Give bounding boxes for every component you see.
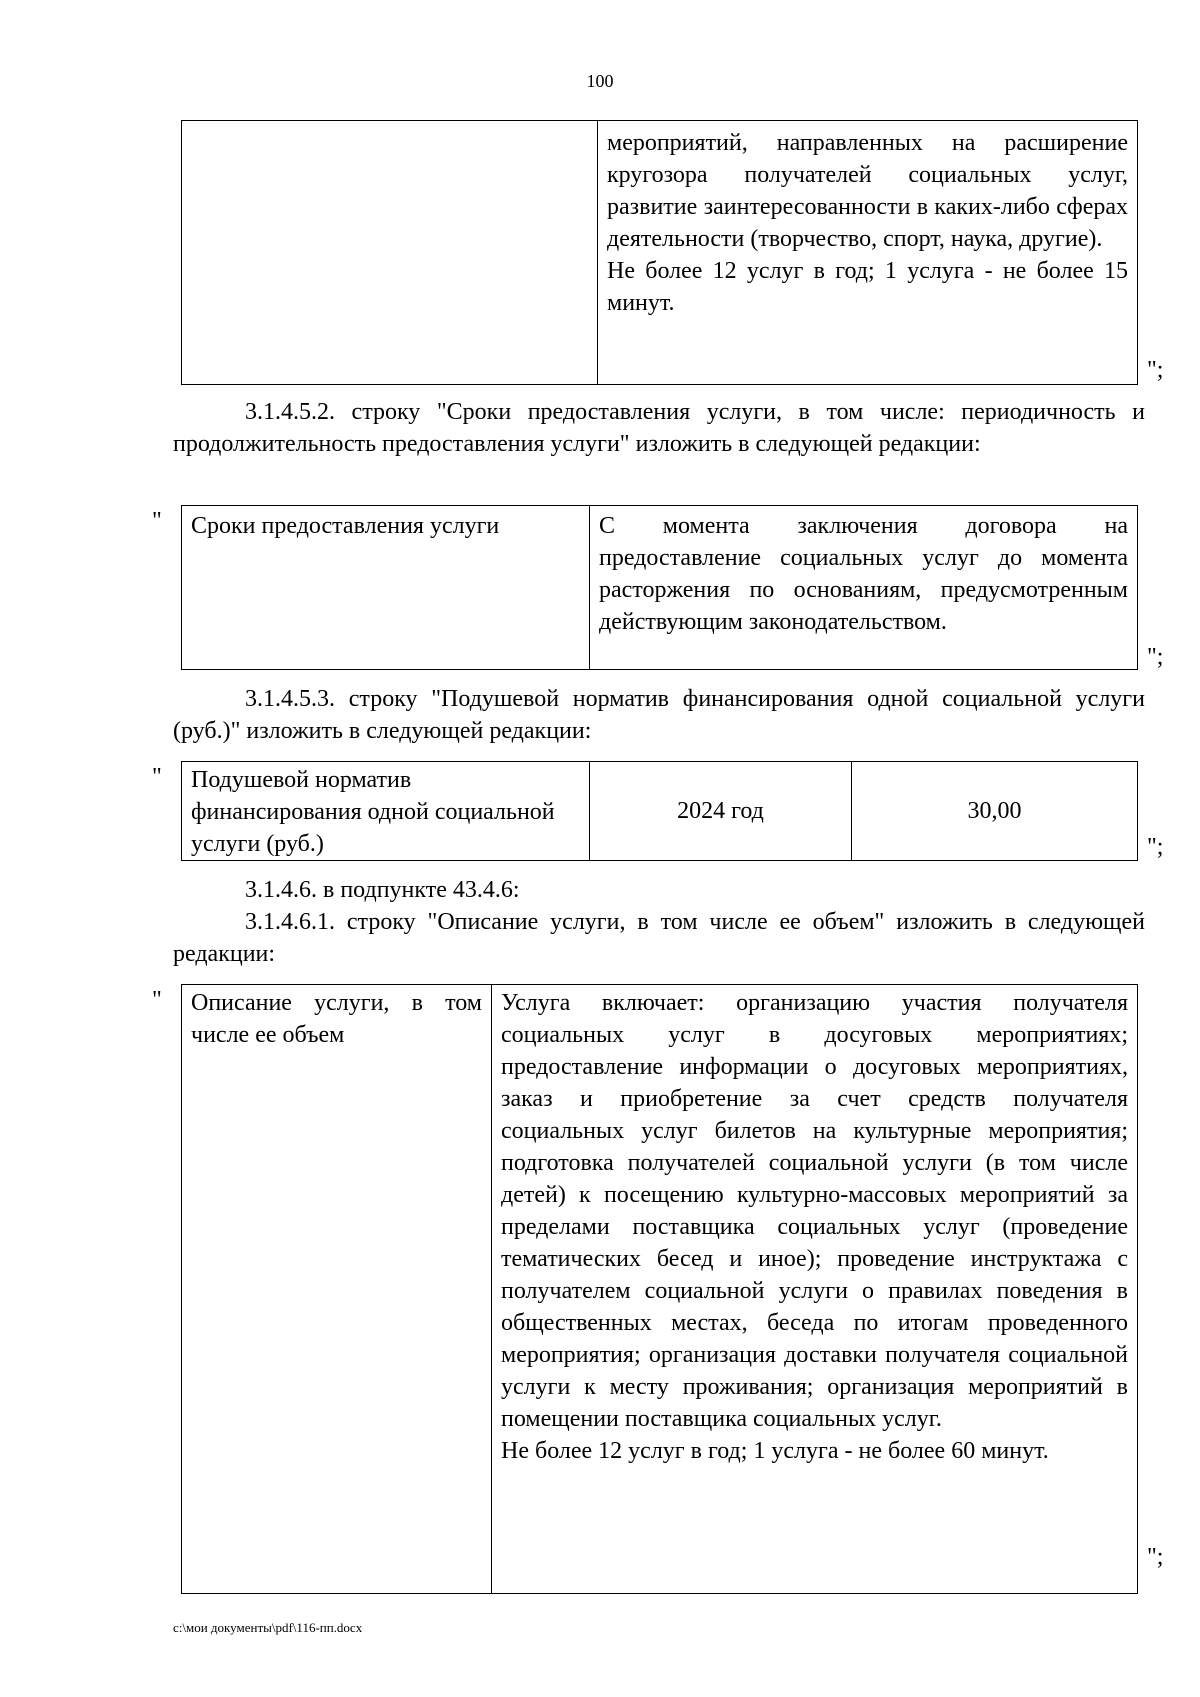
close-quote-2: ";: [1147, 644, 1164, 670]
table-cell-year: 2024 год: [590, 762, 852, 861]
page-number: 100: [586, 71, 614, 91]
close-quote-4: ";: [1147, 1544, 1164, 1570]
open-quote-3: ": [152, 764, 162, 790]
paragraph-3-1-4-6-1: 3.1.4.6.1. строку "Описание услуги, в том числе ее объем" изложить в следующей редакции:: [173, 909, 1145, 967]
volume-text: Не более 12 услуг в год; 1 услуга - не более 60 минут.: [501, 1438, 1049, 1464]
footer-file-path: c:\мои документы\pdf\116-пп.docx: [173, 1620, 363, 1635]
table-cell-description-continuation: [598, 121, 1138, 385]
open-quote-4: ": [152, 987, 162, 1013]
description-text: Услуга включает: организацию участия получателя социальных услуг в досуговых мероприятиях; предоставление информации о досуговых мероприятиях, заказ и приобретение за счет средств получателя социальных услуг билетов на культурные мероприятия; подготовка получателей социальной услуги (в том числе детей) к посещению культурно-массовых мероприятий за пределами поставщика социальных услуг (проведение тематических бесед и иное); проведение инструктажа с получателем социальной услуги о правилах поведения в общественных местах, беседа по итогам проведенного мероприятия; организация доставки получателя социальной услуги к месту проживания; организация мероприятий в помещении поставщика социальных услуг.: [501, 990, 1128, 1432]
table-cell-terms-value: С момента заключения договора на предоставление социальных услуг до момента расторжения по основаниям, предусмотренным действующим законодательством.: [590, 506, 1138, 670]
close-quote-3: ";: [1147, 834, 1164, 860]
paragraph-3-1-4-5-3: 3.1.4.5.3. строку "Подушевой норматив финансирования одной социальной услуги (руб.)" изложить в следующей редакции:: [173, 686, 1145, 744]
table-cell-empty: [182, 121, 598, 385]
paragraph-3-1-4-5-2: 3.1.4.5.2. строку "Сроки предоставления услуги, в том числе: периодичность и продолжительность предоставления услуги" изложить в следующей редакции:: [173, 399, 1145, 457]
table-funding-norm: [181, 761, 1138, 861]
table-cell-description-value: [492, 985, 1138, 1594]
table-cell-terms-label: Сроки предоставления услуги: [182, 506, 590, 670]
table-service-description: [181, 984, 1138, 1594]
table-service-terms: [181, 505, 1138, 670]
table-cell-description-label: Описание услуги, в том числе ее объем: [182, 985, 492, 1594]
table-cell-amount: 30,00: [852, 762, 1138, 861]
volume-text: Не более 12 услуг в год; 1 услуга - не более 15 минут.: [607, 258, 1128, 316]
close-quote-1: ";: [1147, 357, 1164, 383]
table-continuation: [181, 120, 1138, 385]
paragraph-3-1-4-6: 3.1.4.6. в подпункте 43.4.6:: [245, 877, 520, 903]
open-quote-2: ": [152, 508, 162, 534]
table-cell-funding-label: Подушевой норматив финансирования одной социальной услуги (руб.): [182, 762, 590, 861]
description-text: мероприятий, направленных на расширение кругозора получателей социальных услуг, развитие заинтересованности в каких-либо сферах деятельности (творчество, спорт, наука, другие).: [607, 130, 1128, 252]
